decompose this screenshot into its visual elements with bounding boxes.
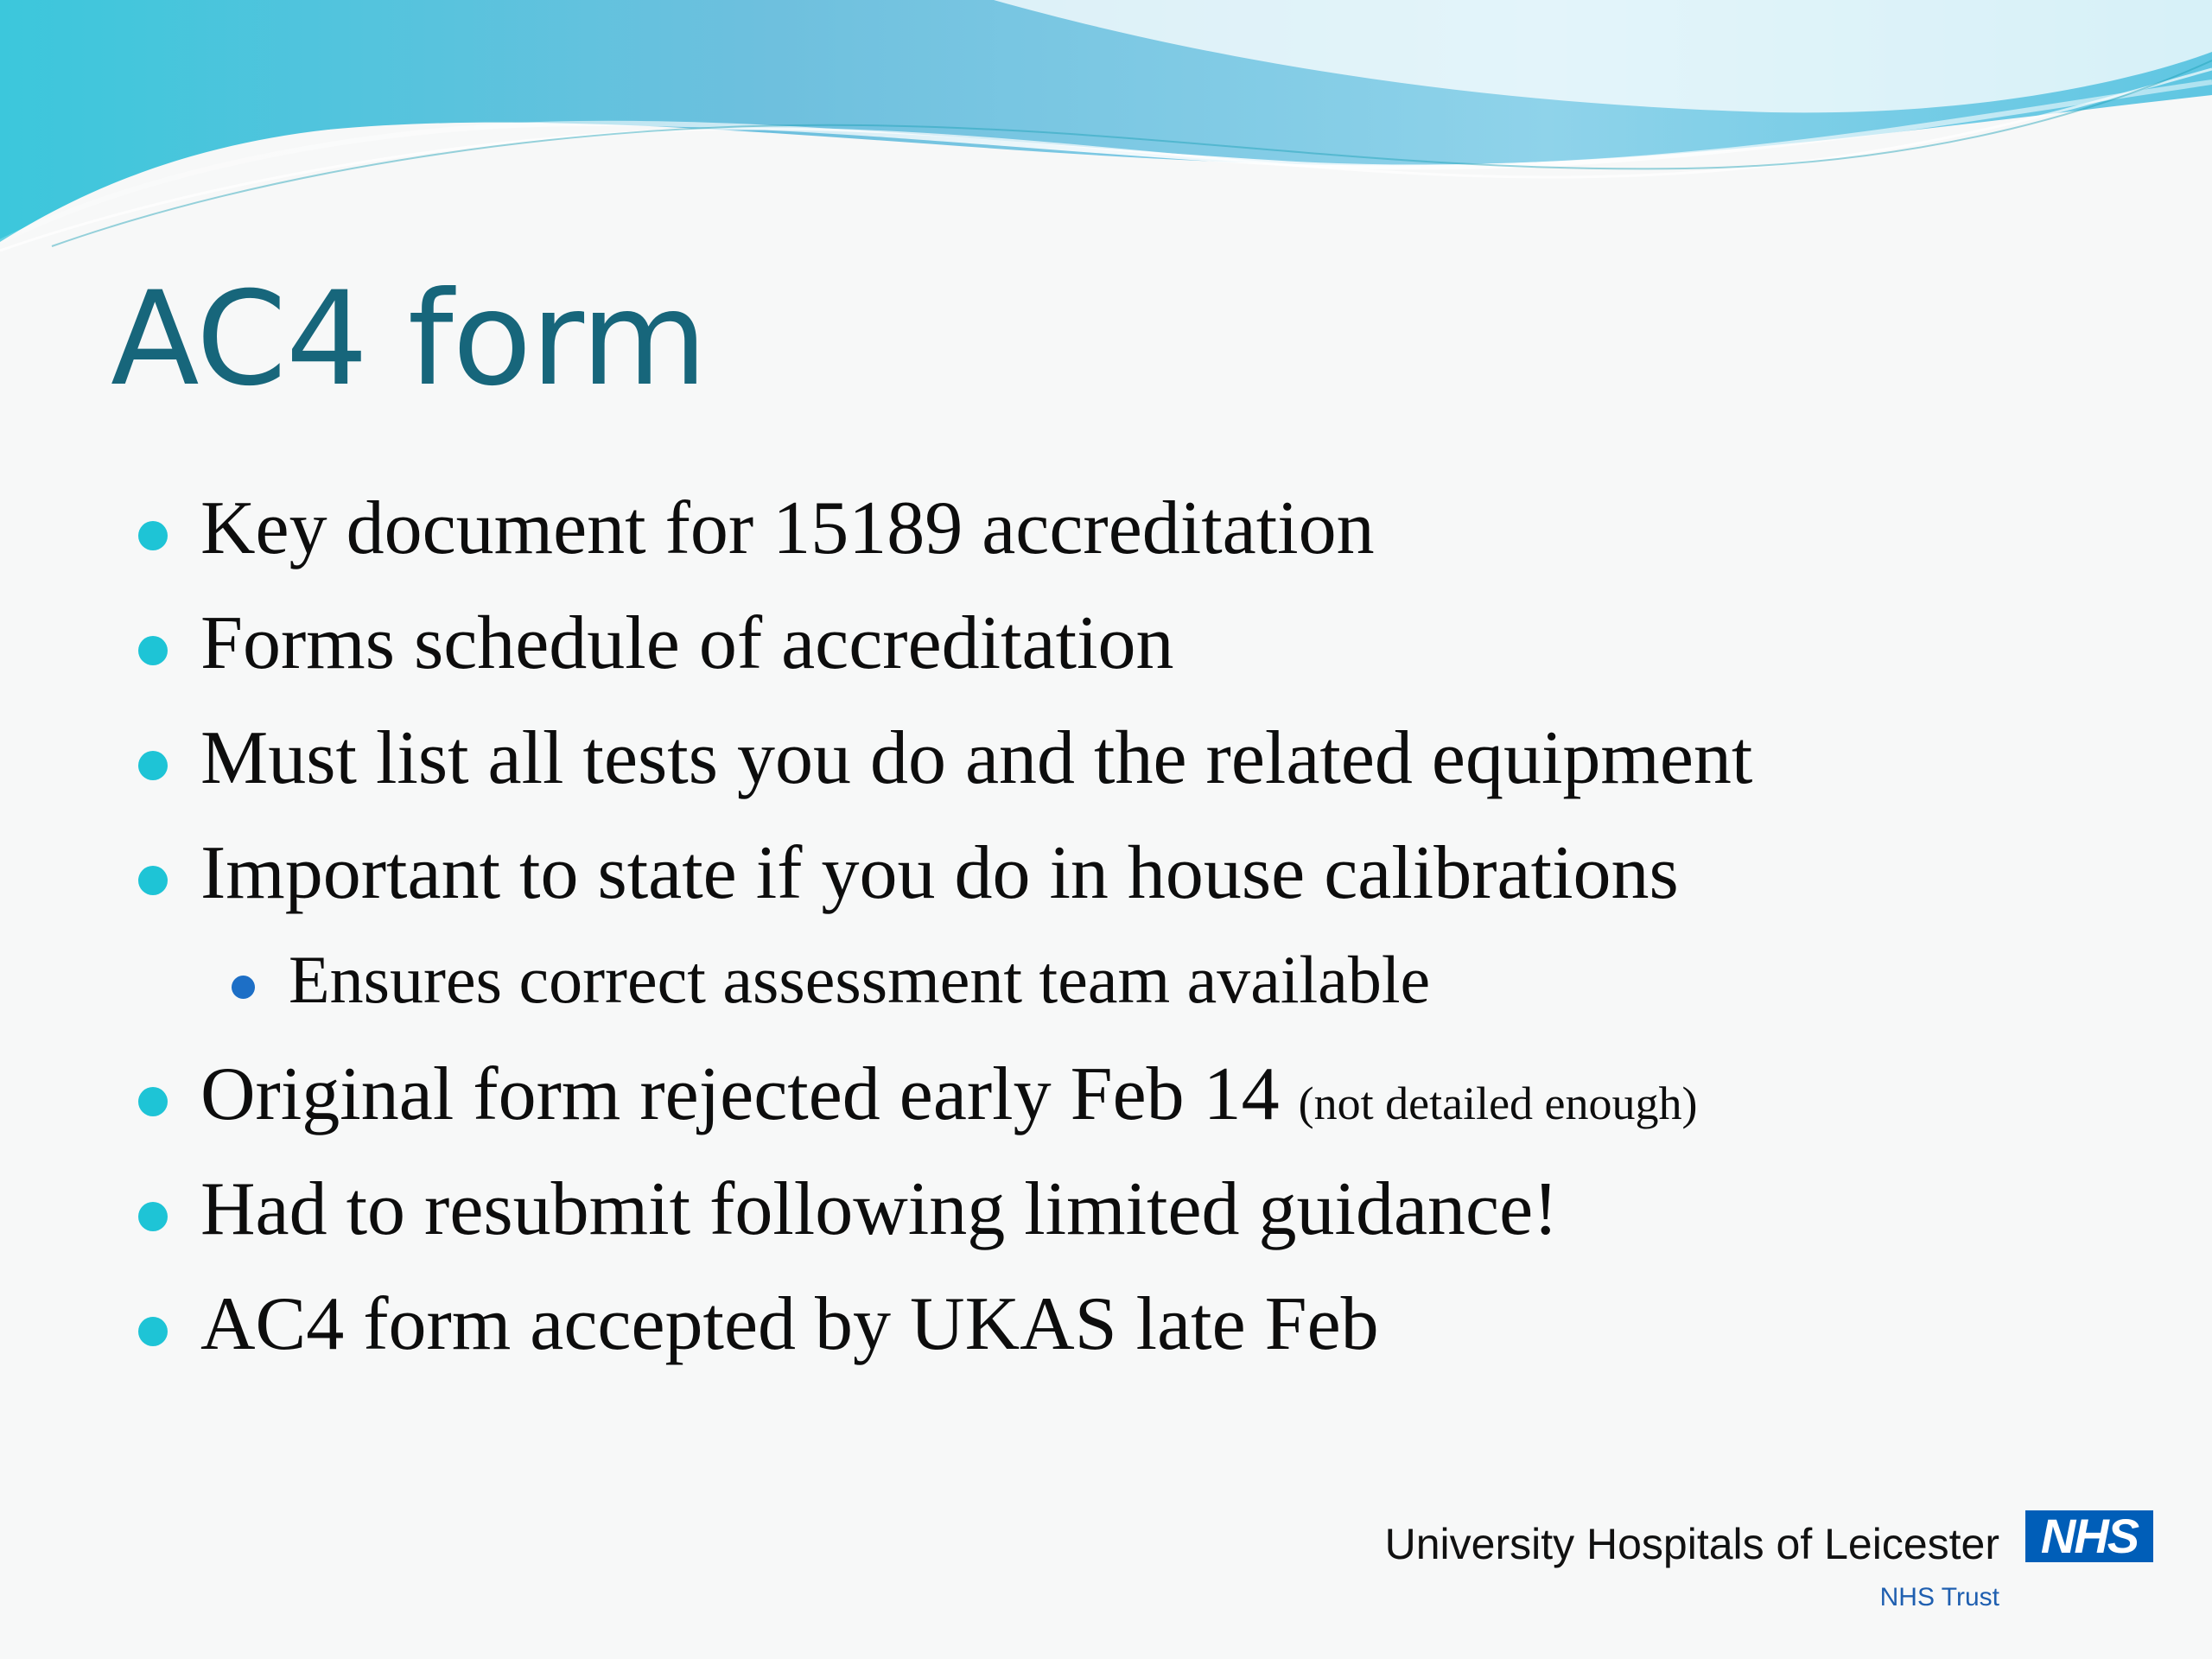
logo-trust-subtitle: NHS Trust bbox=[1879, 1583, 1999, 1611]
bullet-text: Must list all tests you do and the related equipment bbox=[200, 716, 1753, 800]
logo-organisation-name: University Hospitals of Leicester bbox=[1384, 1520, 1999, 1568]
bullet-dot-icon bbox=[138, 1202, 168, 1231]
bullet-text bbox=[200, 1052, 1698, 1136]
bullet-dot-icon bbox=[138, 1087, 168, 1116]
bullet-text: Important to state if you do in house calibrations bbox=[200, 831, 1679, 915]
bullet-dot-icon bbox=[138, 521, 168, 550]
slide-title: AC4 form bbox=[111, 264, 707, 415]
bullet-text: Had to resubmit following limited guidance! bbox=[200, 1167, 1559, 1251]
bullet-note: (not detailed enough) bbox=[1298, 1077, 1698, 1129]
bullet-main-text: Original form rejected early Feb 14 bbox=[200, 1052, 1280, 1136]
nhs-trust-logo bbox=[1289, 1503, 2153, 1616]
sub-bullet-dot-icon bbox=[232, 976, 255, 999]
bullet-text: AC4 form accepted by UKAS late Feb bbox=[200, 1282, 1379, 1366]
bullet-text: Key document for 15189 accreditation bbox=[200, 486, 1375, 570]
bullet-dot-icon bbox=[138, 866, 168, 895]
bullet-text: Forms schedule of accreditation bbox=[200, 601, 1174, 685]
nhs-badge-logo: NHS bbox=[2025, 1510, 2153, 1562]
header-wave-decoration bbox=[0, 0, 2212, 259]
bullet-dot-icon bbox=[138, 1317, 168, 1346]
bullet-text: Ensures correct assessment team available bbox=[289, 942, 1431, 1017]
bullet-dot-icon bbox=[138, 636, 168, 665]
bullet-dot-icon bbox=[138, 751, 168, 780]
